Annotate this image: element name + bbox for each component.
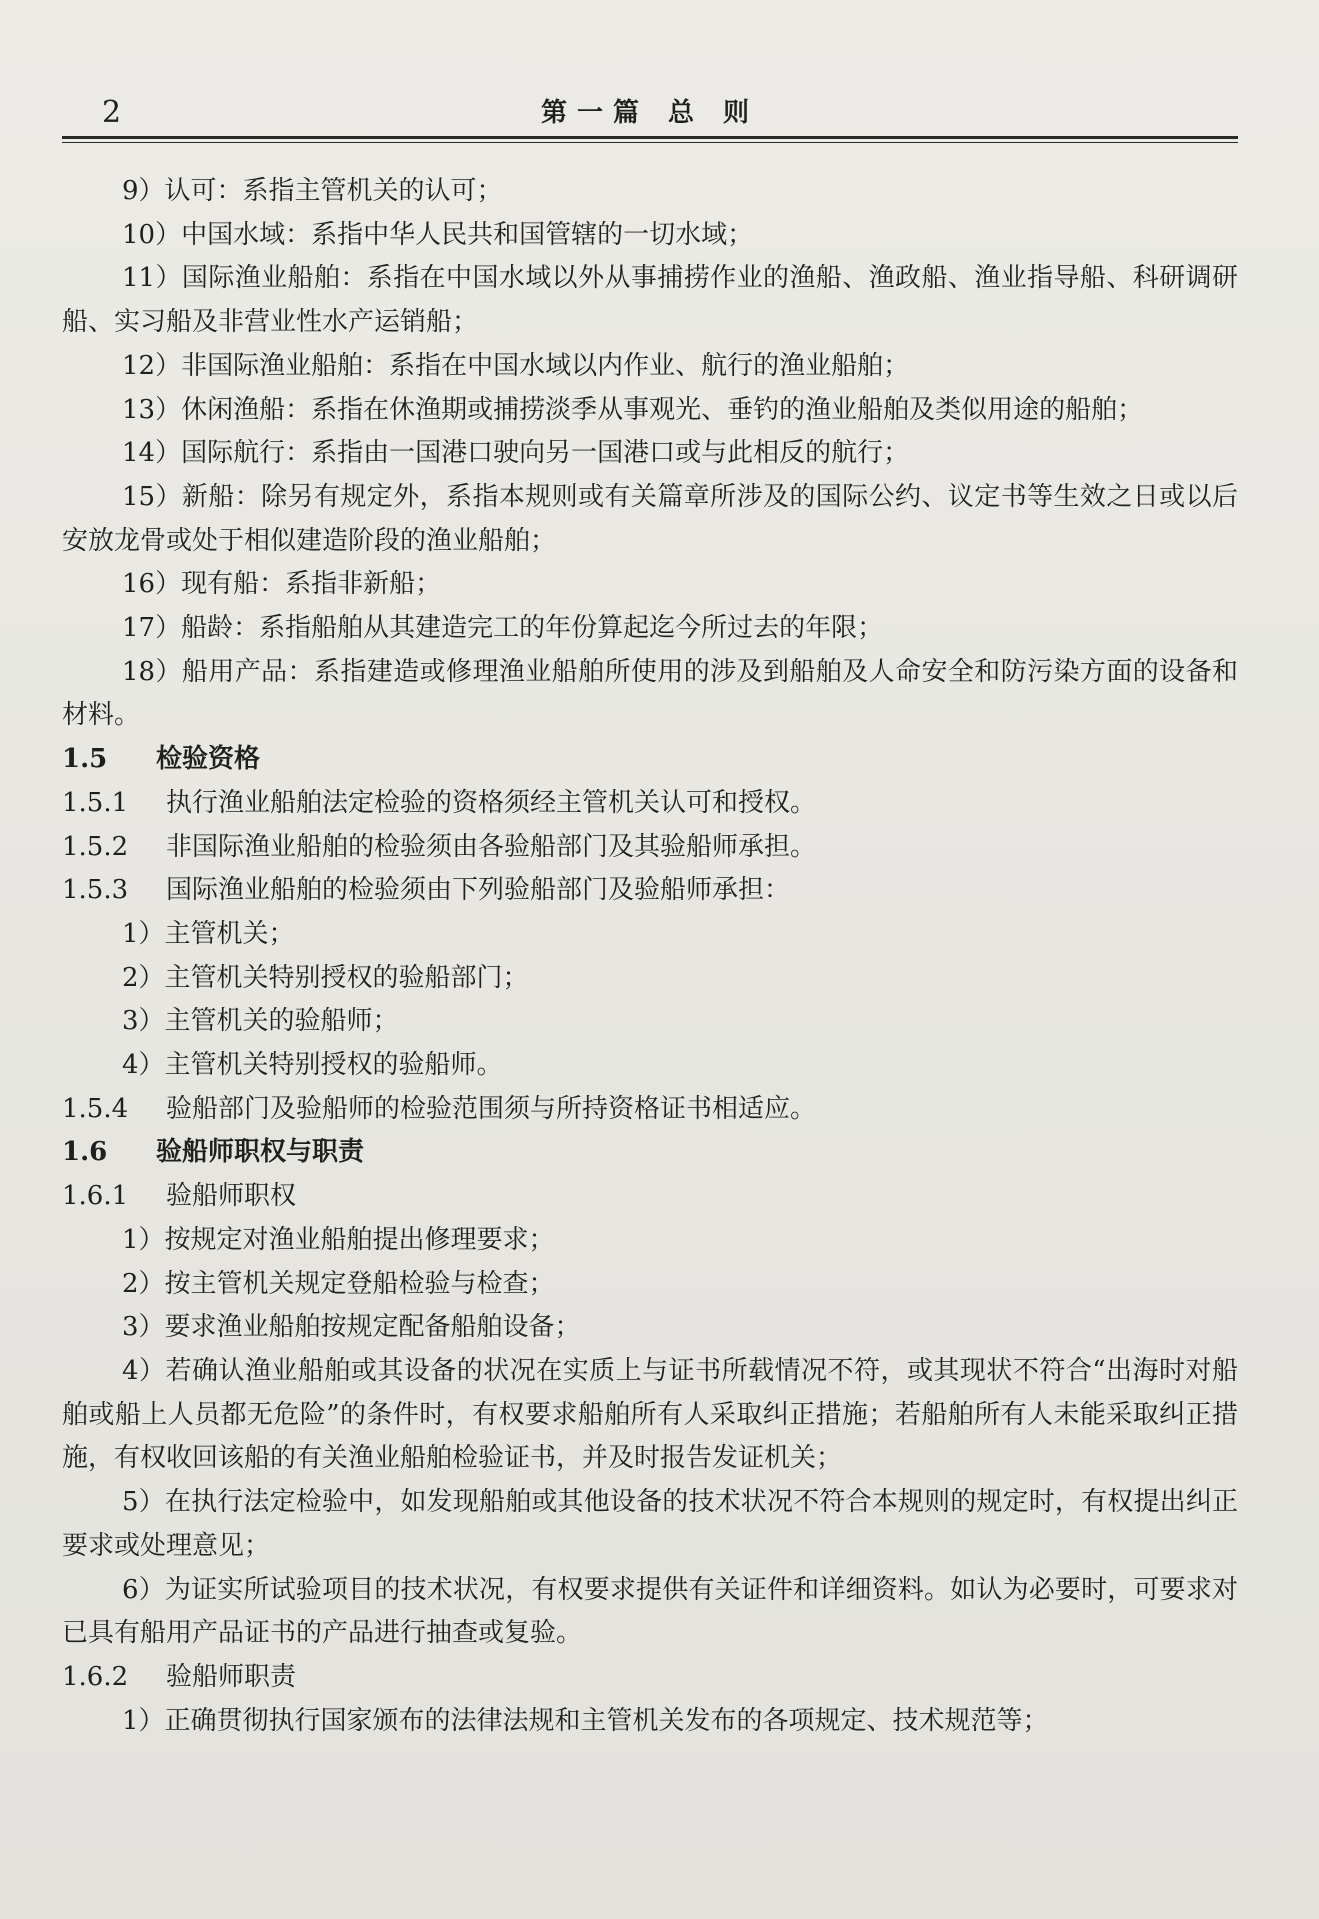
list-item: 4）主管机关特别授权的验船师。 bbox=[122, 1050, 503, 1081]
section-number: 1.5 bbox=[62, 744, 108, 775]
clause bbox=[62, 1175, 1238, 1219]
clause bbox=[62, 1088, 1238, 1132]
list-item: 2）主管机关特别授权的验船部门； bbox=[122, 962, 529, 993]
definition-item: 15）新船：除另有规定外，系指本规则或有关篇章所涉及的国际公约、议定书等生效之日或以后安放龙骨或处于相似建造阶段的渔业船舶； bbox=[62, 481, 1238, 556]
definition-item: 10）中国水域：系指中华人民共和国管辖的一切水域； bbox=[122, 219, 754, 250]
definition-item: 13）休闲渔船：系指在休渔期或捕捞淡季从事观光、垂钓的渔业船舶及类似用途的船舶； bbox=[122, 394, 1144, 425]
list-item: 4）若确认渔业船舶或其设备的状况在实质上与证书所载情况不符，或其现状不符合“出海时对船舶或船上人员都无危险”的条件时，有权要求船舶所有人采取纠正措施；若船舶所有人未能采取纠正措施，有权收回该船的有关渔业船舶检验证书，并及时报告发证机关； bbox=[62, 1355, 1238, 1474]
clause-text: 国际渔业船舶的检验须由下列验船部门及验船师承担： bbox=[166, 875, 791, 906]
header-rule-thick bbox=[62, 136, 1238, 139]
clause-title: 验船师职权 bbox=[166, 1181, 297, 1212]
list-item: 6）为证实所试验项目的技术状况，有权要求提供有关证件和详细资料。如认为必要时，可要求对已具有船用产品证书的产品进行抽查或复验。 bbox=[62, 1574, 1238, 1649]
clause-number: 1.5.3 bbox=[62, 875, 129, 906]
list-item: 2）按主管机关规定登船检验与检查； bbox=[122, 1268, 555, 1299]
clause-number: 1.6.2 bbox=[62, 1661, 129, 1692]
clause-text: 非国际渔业船舶的检验须由各验船部门及其验船师承担。 bbox=[166, 831, 817, 862]
clause-number: 1.5.4 bbox=[62, 1093, 129, 1124]
clause-text: 验船部门及验船师的检验范围须与所持资格证书相适应。 bbox=[166, 1093, 817, 1124]
list-item: 5）在执行法定检验中，如发现船舶或其他设备的技术状况不符合本规则的规定时，有权提出纠正要求或处理意见； bbox=[62, 1487, 1238, 1561]
clause bbox=[62, 782, 1238, 826]
definition-item: 11）国际渔业船舶：系指在中国水域以外从事捕捞作业的渔船、渔政船、渔业指导船、科研调研船、实习船及非营业性水产运销船； bbox=[62, 263, 1238, 338]
section-title: 验船师职权与职责 bbox=[156, 1137, 365, 1168]
clause bbox=[62, 826, 1238, 870]
clause-number: 1.5.1 bbox=[62, 787, 129, 818]
clause-text: 执行渔业船舶法定检验的资格须经主管机关认可和授权。 bbox=[166, 787, 817, 818]
section-heading-1-6 bbox=[62, 1131, 1238, 1175]
clause-number: 1.6.1 bbox=[62, 1181, 129, 1212]
clause bbox=[62, 869, 1238, 913]
definition-item: 14）国际航行：系指由一国港口驶向另一国港口或与此相反的航行； bbox=[122, 438, 910, 469]
definition-item: 18）船用产品：系指建造或修理渔业船舶所使用的涉及到船舶及人命安全和防污染方面的设备和材料。 bbox=[62, 656, 1238, 731]
definition-item: 9）认可：系指主管机关的认可； bbox=[122, 176, 503, 206]
section-title: 检验资格 bbox=[156, 744, 261, 775]
list-item: 1）主管机关； bbox=[122, 918, 295, 949]
clause bbox=[62, 1656, 1238, 1700]
clause-number: 1.5.2 bbox=[62, 831, 129, 862]
section-heading-1-5 bbox=[62, 738, 1238, 782]
list-item: 3）要求渔业船舶按规定配备船舶设备； bbox=[122, 1312, 581, 1343]
list-item: 3）主管机关的验船师； bbox=[122, 1006, 399, 1037]
section-number: 1.6 bbox=[62, 1137, 108, 1168]
list-item: 1）按规定对渔业船舶提出修理要求； bbox=[122, 1224, 555, 1255]
definition-item: 12）非国际渔业船舶：系指在中国水域以内作业、航行的渔业船舶； bbox=[122, 350, 910, 381]
definition-item: 16）现有船：系指非新船； bbox=[122, 569, 442, 600]
definition-item: 17）船龄：系指船舶从其建造完工的年份算起迄今所过去的年限； bbox=[122, 613, 884, 644]
page-number: 2 bbox=[102, 95, 122, 130]
page-header bbox=[62, 94, 1238, 132]
list-item: 1）正确贯彻执行国家颁布的法律法规和主管机关发布的各项规定、技术规范等； bbox=[122, 1705, 1049, 1736]
running-title: 第一篇 总 则 bbox=[540, 98, 760, 128]
body-text bbox=[62, 170, 1238, 1743]
clause-title: 验船师职责 bbox=[166, 1661, 297, 1692]
header-rule-thin bbox=[62, 142, 1238, 143]
